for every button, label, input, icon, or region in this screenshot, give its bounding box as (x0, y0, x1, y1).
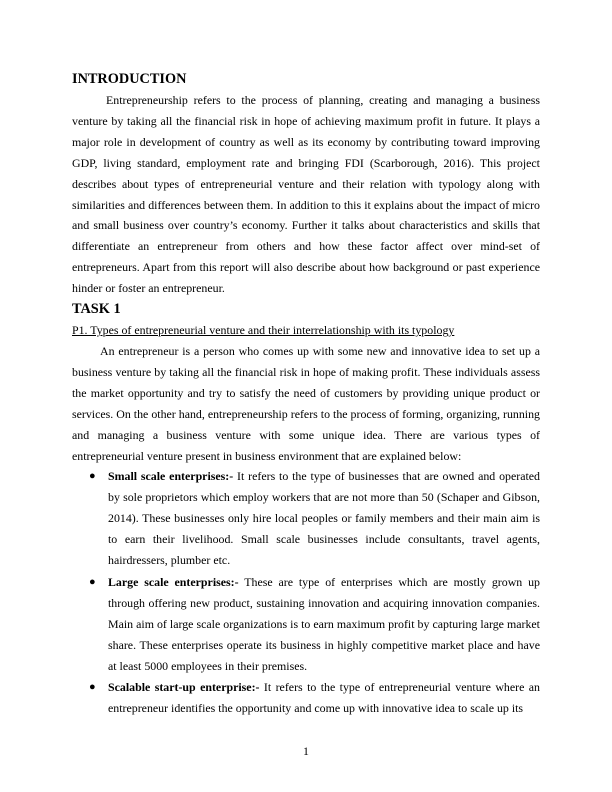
page-number: 1 (303, 744, 309, 758)
bullet-icon: ● (89, 470, 96, 483)
bullet-icon: ● (89, 575, 96, 588)
task-paragraph: An entrepreneur is a person who comes up with some new and innovative idea to set up a business venture by taking all the financial risk in hope of making profit. These individuals assess the market opportunity and try to satisfy the need of customers by providing unique product or services. On the other hand, entrepreneurship refers to the process of forming, organizing, running and managing a business venture with some unique idea. There are various types of entrepreneurial venture present in business environment that are explained below: (72, 343, 540, 463)
list-item-text: It refers to the type of entrepreneurial venture where an entrepreneur identifies the opportunity and come up with innovative idea to scale up its (108, 680, 541, 716)
venture-types-list (72, 466, 540, 719)
list-item-term: Small scale enterprises:- (108, 469, 234, 484)
introduction-paragraph: Entrepreneurship refers to the process of planning, creating and managing a business venture by taking all the financial risk in hope of achieving maximum profit in future. It plays a major role in development of country as well as its economy by contributing toward improving GDP, living standard, employment rate and bringing FDI (Scarborough, 2016). This project describes about types of entrepreneurial venture and their relation with typology along with similarities and differences between them. In addition to this it explains about the impact of micro and small business over country’s economy. Further it talks about characteristics and skills that differentiate an entrepreneur from others and how these factor affect over mind-set of entrepreneurs. Apart from this report will also describe about how background or past experience hinder or foster an entrepreneur. (72, 93, 540, 296)
introduction-heading: INTRODUCTION (72, 71, 187, 87)
list-item-term: Large scale enterprises:- (108, 574, 239, 589)
task-heading: TASK 1 (72, 301, 121, 318)
list-item-text: It refers to the type of businesses that are owned and operated by sole proprietors which employ workers that are not more than 50 (Schaper and Gibson, 2014). These businesses only hire local peoples or family members and their main aim is to earn their livelihood. Small scale businesses include consultants, travel agents, hairdressers, plumber etc. (108, 469, 541, 568)
task-subheading: P1. Types of entrepreneurial venture and their interrelationship with its typology (72, 323, 455, 338)
list-item-term: Scalable start-up enterprise:- (108, 680, 260, 695)
list-item-text: These are type of enterprises which are mostly grown up through offering new product, sustaining innovation and acquiring innovation companies. Main aim of large scale organizations is to earn maximum profit by capturing large market share. These enterprises operate its business in highly competitive market place and have at least 5000 employees in their premises. (108, 574, 540, 673)
list-item (72, 572, 540, 677)
page-content (72, 68, 540, 720)
list-item (72, 677, 540, 719)
bullet-icon: ● (89, 681, 96, 694)
list-item (72, 466, 540, 571)
